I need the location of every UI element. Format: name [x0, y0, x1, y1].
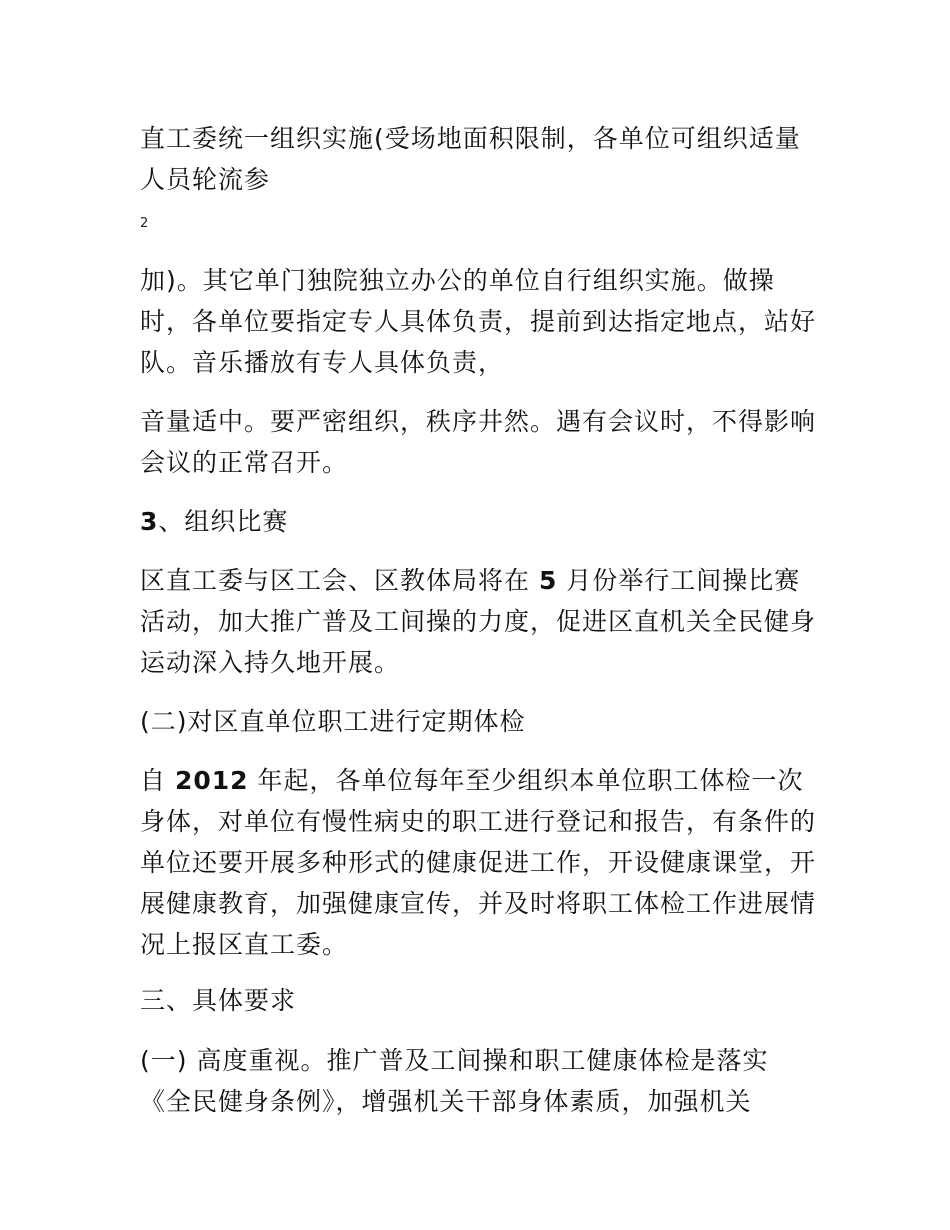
paragraph-organization-continued: 直工委统一组织实施(受场地面积限制，各单位可组织适量人员轮流参 — [140, 124, 801, 194]
text-segment: 年起，各单位每年至少组织本单位职工体检一次身体，对单位有慢性病史的职工进行登记和报告，有条件的单位还要开展多种形式的健康促进工作，开设健康课堂，开展健康教育，加强健康宣传，并及时将职工体检工作进展情况上报区直工委。 — [140, 766, 817, 959]
bold-year: 2012 — [174, 766, 249, 795]
paragraph-exercise-arrangement: 加)。其它单门独院独立办公的单位自行组织实施。做操时，各单位要指定专人具体负责，提前到达指定地点，站好队。音乐播放有专人具体负责， — [140, 266, 817, 377]
paragraph-competition-details — [140, 560, 820, 683]
bold-number: 5 — [538, 566, 558, 595]
text-segment: 区直工委与区工会、区教体局将在 — [140, 566, 539, 595]
heading-text: 、组织比赛 — [158, 507, 289, 536]
heading-health-checkup: (二)对区直单位职工进行定期体检 — [140, 707, 526, 736]
text-segment: 月份举行工间操比赛活动，加大推广普及工间操的力度，促进区直机关全民健身运动深入持久地开展。 — [140, 566, 817, 677]
paragraph-checkup-details — [140, 760, 820, 965]
heading-organize-competition — [140, 501, 820, 542]
paragraph-high-priority: (一) 高度重视。推广普及工间操和职工健康体检是落实《全民健身条例》，增强机关干部身体素质，加强机关 — [140, 1046, 769, 1116]
text-segment: 自 — [140, 766, 175, 795]
heading-number: 3 — [140, 507, 159, 536]
page-number: 2 — [140, 216, 149, 231]
paragraph-volume-order: 音量适中。要严密组织，秩序井然。遇有会议时，不得影响会议的正常召开。 — [140, 407, 817, 477]
heading-specific-requirements: 三、具体要求 — [140, 986, 297, 1015]
